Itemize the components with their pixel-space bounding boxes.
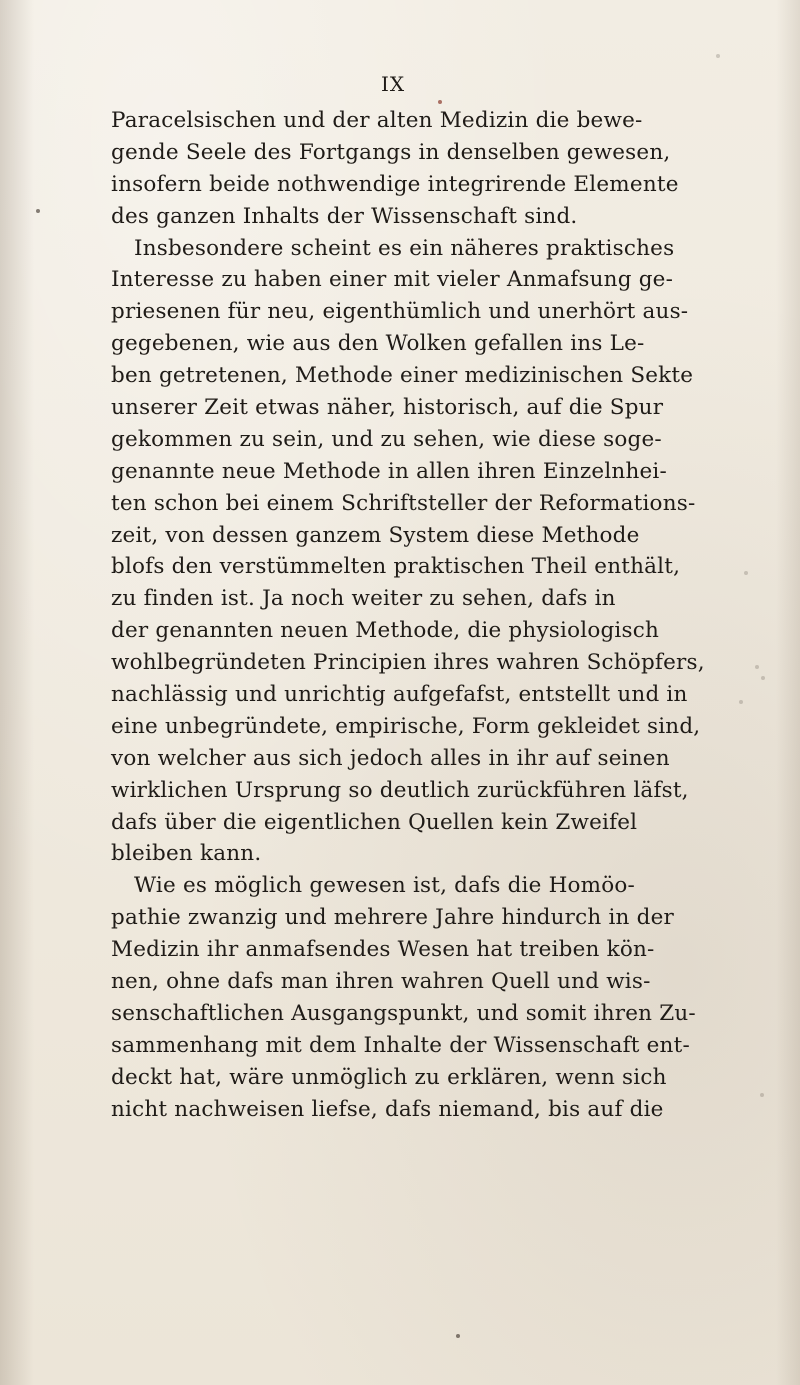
page-number: IX <box>381 72 406 96</box>
text-line: genannte neue Methode in allen ihren Einzelnhei- <box>111 458 667 484</box>
paper-speck <box>438 100 442 104</box>
text-line: unserer Zeit etwas näher, historisch, auf die Spur <box>111 395 664 421</box>
text-line: Paracelsischen und der alten Medizin die bewe- <box>111 108 643 133</box>
text-line: Medizin ihr anmafsendes Wesen hat treiben kön- <box>111 937 655 963</box>
text-line: bleiben kann. <box>111 841 262 867</box>
text-line: wirklichen Ursprung so deutlich zurückführen läfst, <box>111 777 689 803</box>
paper-speck <box>739 700 743 704</box>
paper-speck <box>456 1334 460 1338</box>
paper-speck <box>716 54 720 58</box>
text-line: nicht nachweisen liefse, dafs niemand, bis auf die <box>111 1096 664 1122</box>
text-line: priesenen für neu, eigenthümlich und unerhört aus- <box>111 299 689 325</box>
text-line: blofs den verstümmelten praktischen Theil enthält, <box>111 554 681 580</box>
paragraph-start-line: Insbesondere scheint es ein näheres praktisches <box>134 235 675 261</box>
text-line: wohlbegründeten Principien ihres wahren Schöpfers, <box>111 650 705 676</box>
text-line: ben getretenen, Methode einer medizinischen Sekte <box>111 363 694 389</box>
page-gutter-shadow <box>0 0 34 1385</box>
text-line: senschaftlichen Ausgangspunkt, und somit ihren Zu- <box>111 1000 696 1026</box>
paper-speck <box>761 676 765 680</box>
text-line: sammenhang mit dem Inhalte der Wissenschaft ent- <box>111 1032 690 1058</box>
text-line: insofern beide nothwendige integrirende Elemente <box>111 171 679 197</box>
text-line: der genannten neuen Methode, die physiologisch <box>111 618 660 644</box>
text-line: gegebenen, wie aus den Wolken gefallen ins Le- <box>111 331 645 357</box>
page-edge-shadow <box>776 0 800 1385</box>
page-body-text <box>111 105 727 1126</box>
text-line: Interesse zu haben einer mit vieler Anmafsung ge- <box>111 267 674 293</box>
text-line: zeit, von dessen ganzem System diese Methode <box>111 522 640 548</box>
paper-speck <box>744 571 748 575</box>
text-line: gekommen zu sein, und zu sehen, wie diese soge- <box>111 426 662 452</box>
paper-speck <box>755 665 759 669</box>
text-line: eine unbegründete, empirische, Form gekleidet sind, <box>111 713 701 739</box>
text-line: nachlässig und unrichtig aufgefafst, entstellt und in <box>111 682 688 708</box>
text-line: ten schon bei einem Schriftsteller der Reformations- <box>111 490 696 516</box>
paragraph-start-line: Wie es möglich gewesen ist, dafs die Homöo- <box>134 873 636 899</box>
text-line: des ganzen Inhalts der Wissenschaft sind. <box>111 203 578 229</box>
text-line: nen, ohne dafs man ihren wahren Quell und wis- <box>111 969 651 995</box>
text-line: von welcher aus sich jedoch alles in ihr auf seinen <box>111 745 670 771</box>
text-line: pathie zwanzig und mehrere Jahre hindurch in der <box>111 905 675 931</box>
text-line: zu finden ist. Ja noch weiter zu sehen, dafs in <box>111 586 616 612</box>
text-line: dafs über die eigentlichen Quellen kein Zweifel <box>111 809 638 835</box>
paper-speck <box>760 1093 764 1097</box>
text-line: gende Seele des Fortgangs in denselben gewesen, <box>111 139 671 165</box>
paper-speck <box>36 209 40 213</box>
text-line: deckt hat, wäre unmöglich zu erklären, wenn sich <box>111 1064 667 1090</box>
